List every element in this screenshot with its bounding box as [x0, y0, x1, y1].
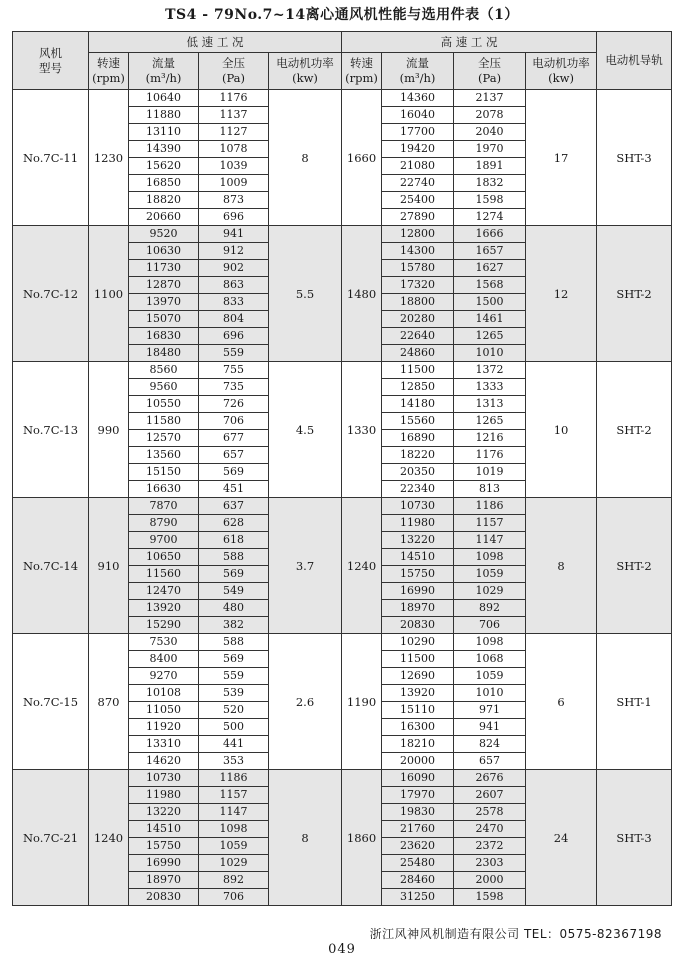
- high-flow-cell: 19830: [382, 804, 454, 821]
- high-flow-cell: 20350: [382, 464, 454, 481]
- low-flow-cell: 10630: [129, 243, 199, 260]
- high-flow-cell: 20280: [382, 311, 454, 328]
- low-pressure-cell: 1098: [199, 821, 269, 838]
- low-rpm-cell: 870: [89, 634, 129, 770]
- high-flow-cell: 21080: [382, 158, 454, 175]
- high-rpm-cell: 1330: [342, 362, 382, 498]
- high-flow-cell: 16040: [382, 107, 454, 124]
- high-pressure-cell: 1274: [454, 209, 526, 226]
- low-pressure-cell: 569: [199, 651, 269, 668]
- high-pressure-cell: 1098: [454, 549, 526, 566]
- low-flow-cell: 11730: [129, 260, 199, 277]
- fan-group-0: [13, 90, 672, 226]
- low-flow-cell: 16630: [129, 481, 199, 498]
- motor-rail-cell: SHT-2: [597, 226, 672, 362]
- high-pressure-cell: 971: [454, 702, 526, 719]
- low-flow-cell: 15070: [129, 311, 199, 328]
- low-flow-cell: 18970: [129, 872, 199, 889]
- low-flow-cell: 12470: [129, 583, 199, 600]
- high-flow-cell: 18220: [382, 447, 454, 464]
- high-pressure-cell: 1029: [454, 583, 526, 600]
- high-power-cell: 17: [526, 90, 597, 226]
- low-pressure-cell: 912: [199, 243, 269, 260]
- high-pressure-cell: 1657: [454, 243, 526, 260]
- low-pressure-cell: 1059: [199, 838, 269, 855]
- high-pressure-cell: 2578: [454, 804, 526, 821]
- header-low-pressure-unit: (Pa): [221, 71, 246, 85]
- header-model: [13, 32, 89, 90]
- low-pressure-cell: 706: [199, 413, 269, 430]
- header-model-line2: 型号: [39, 60, 62, 75]
- high-flow-cell: 20830: [382, 617, 454, 634]
- low-flow-cell: 14390: [129, 141, 199, 158]
- high-flow-cell: 15750: [382, 566, 454, 583]
- low-rpm-cell: 1230: [89, 90, 129, 226]
- table-row: [13, 770, 672, 787]
- low-flow-cell: 9270: [129, 668, 199, 685]
- motor-rail-cell: SHT-1: [597, 634, 672, 770]
- low-rpm-cell: 910: [89, 498, 129, 634]
- header-high-flow-label: 流量: [406, 56, 430, 70]
- high-flow-cell: 16090: [382, 770, 454, 787]
- low-pressure-cell: 892: [199, 872, 269, 889]
- low-pressure-cell: 863: [199, 277, 269, 294]
- header-low-rpm: [89, 53, 129, 90]
- low-flow-cell: 15750: [129, 838, 199, 855]
- low-flow-cell: 8400: [129, 651, 199, 668]
- low-flow-cell: 11920: [129, 719, 199, 736]
- fan-model-cell: No.7C-14: [13, 498, 89, 634]
- low-flow-cell: 10550: [129, 396, 199, 413]
- high-pressure-cell: 1059: [454, 566, 526, 583]
- header-low-rpm-label: 转速: [97, 56, 120, 70]
- high-flow-cell: 24860: [382, 345, 454, 362]
- high-flow-cell: 25480: [382, 855, 454, 872]
- high-rpm-cell: 1860: [342, 770, 382, 906]
- high-pressure-cell: 1598: [454, 889, 526, 906]
- low-pressure-cell: 539: [199, 685, 269, 702]
- low-pressure-cell: 1009: [199, 175, 269, 192]
- high-pressure-cell: 2000: [454, 872, 526, 889]
- high-pressure-cell: 1666: [454, 226, 526, 243]
- low-pressure-cell: 520: [199, 702, 269, 719]
- high-flow-cell: 22340: [382, 481, 454, 498]
- high-flow-cell: 16990: [382, 583, 454, 600]
- high-flow-cell: 14510: [382, 549, 454, 566]
- high-power-cell: 10: [526, 362, 597, 498]
- high-flow-cell: 18210: [382, 736, 454, 753]
- high-pressure-cell: 1313: [454, 396, 526, 413]
- fan-group-5: [13, 770, 672, 906]
- fan-model-cell: No.7C-15: [13, 634, 89, 770]
- low-pressure-cell: 382: [199, 617, 269, 634]
- high-pressure-cell: 1568: [454, 277, 526, 294]
- high-flow-cell: 22640: [382, 328, 454, 345]
- high-pressure-cell: 1216: [454, 430, 526, 447]
- low-pressure-cell: 902: [199, 260, 269, 277]
- low-pressure-cell: 657: [199, 447, 269, 464]
- low-rpm-cell: 1240: [89, 770, 129, 906]
- low-pressure-cell: 706: [199, 889, 269, 906]
- low-pressure-cell: 941: [199, 226, 269, 243]
- low-pressure-cell: 726: [199, 396, 269, 413]
- fan-model-cell: No.7C-21: [13, 770, 89, 906]
- high-flow-cell: 17970: [382, 787, 454, 804]
- low-flow-cell: 20830: [129, 889, 199, 906]
- high-pressure-cell: 657: [454, 753, 526, 770]
- low-flow-cell: 15290: [129, 617, 199, 634]
- low-pressure-cell: 559: [199, 668, 269, 685]
- low-pressure-cell: 1029: [199, 855, 269, 872]
- low-flow-cell: 16990: [129, 855, 199, 872]
- low-power-cell: 3.7: [269, 498, 342, 634]
- motor-rail-cell: SHT-3: [597, 90, 672, 226]
- low-flow-cell: 13220: [129, 804, 199, 821]
- high-flow-cell: 15110: [382, 702, 454, 719]
- high-flow-cell: 20000: [382, 753, 454, 770]
- low-flow-cell: 11560: [129, 566, 199, 583]
- motor-rail-cell: SHT-2: [597, 362, 672, 498]
- high-pressure-cell: 1500: [454, 294, 526, 311]
- low-pressure-cell: 441: [199, 736, 269, 753]
- high-flow-cell: 12690: [382, 668, 454, 685]
- header-high-pressure-label: 全压: [478, 56, 502, 70]
- low-flow-cell: 13970: [129, 294, 199, 311]
- low-flow-cell: 11880: [129, 107, 199, 124]
- low-flow-cell: 14620: [129, 753, 199, 770]
- table-row: [13, 634, 672, 651]
- high-pressure-cell: 1010: [454, 345, 526, 362]
- high-flow-cell: 11980: [382, 515, 454, 532]
- low-flow-cell: 10730: [129, 770, 199, 787]
- header-high-speed: 高 速 工 况: [342, 32, 597, 53]
- low-power-cell: 5.5: [269, 226, 342, 362]
- low-pressure-cell: 1127: [199, 124, 269, 141]
- high-pressure-cell: 2078: [454, 107, 526, 124]
- low-flow-cell: 16830: [129, 328, 199, 345]
- fan-group-3: [13, 498, 672, 634]
- low-pressure-cell: 628: [199, 515, 269, 532]
- header-low-power-unit: (kw): [292, 71, 318, 85]
- low-flow-cell: 10640: [129, 90, 199, 107]
- low-flow-cell: 10650: [129, 549, 199, 566]
- low-flow-cell: 13110: [129, 124, 199, 141]
- high-pressure-cell: 2470: [454, 821, 526, 838]
- low-pressure-cell: 1137: [199, 107, 269, 124]
- low-pressure-cell: 451: [199, 481, 269, 498]
- header-high-flow-unit: (m³/h): [399, 71, 436, 85]
- high-pressure-cell: 2040: [454, 124, 526, 141]
- header-low-rpm-unit: (rpm): [92, 71, 125, 85]
- low-flow-cell: 20660: [129, 209, 199, 226]
- high-pressure-cell: 2303: [454, 855, 526, 872]
- fan-group-4: [13, 634, 672, 770]
- high-pressure-cell: 1010: [454, 685, 526, 702]
- table-row: [13, 90, 672, 107]
- high-pressure-cell: 1059: [454, 668, 526, 685]
- high-pressure-cell: 1970: [454, 141, 526, 158]
- high-pressure-cell: 824: [454, 736, 526, 753]
- high-pressure-cell: 1147: [454, 532, 526, 549]
- low-flow-cell: 8790: [129, 515, 199, 532]
- low-flow-cell: 9520: [129, 226, 199, 243]
- fan-performance-table: [12, 31, 672, 906]
- high-pressure-cell: 892: [454, 600, 526, 617]
- low-flow-cell: 11580: [129, 413, 199, 430]
- high-flow-cell: 12850: [382, 379, 454, 396]
- table-row: [13, 362, 672, 379]
- high-pressure-cell: 1891: [454, 158, 526, 175]
- high-pressure-cell: 2137: [454, 90, 526, 107]
- high-flow-cell: 14360: [382, 90, 454, 107]
- header-high-pressure: [454, 53, 526, 90]
- high-flow-cell: 10290: [382, 634, 454, 651]
- high-flow-cell: 28460: [382, 872, 454, 889]
- low-flow-cell: 12570: [129, 430, 199, 447]
- low-flow-cell: 13920: [129, 600, 199, 617]
- low-flow-cell: 8560: [129, 362, 199, 379]
- low-pressure-cell: 588: [199, 634, 269, 651]
- company-footer: 浙江风神风机制造有限公司 TEL：0575-82367198: [369, 927, 662, 941]
- low-flow-cell: 12870: [129, 277, 199, 294]
- header-high-rpm-unit: (rpm): [345, 71, 378, 85]
- high-pressure-cell: 706: [454, 617, 526, 634]
- low-pressure-cell: 1039: [199, 158, 269, 175]
- low-flow-cell: 13560: [129, 447, 199, 464]
- low-power-cell: 4.5: [269, 362, 342, 498]
- high-flow-cell: 27890: [382, 209, 454, 226]
- header-low-flow-label: 流量: [152, 56, 175, 70]
- fan-model-cell: No.7C-13: [13, 362, 89, 498]
- header-low-power-label: 电动机功率: [276, 56, 334, 70]
- high-flow-cell: 18800: [382, 294, 454, 311]
- high-flow-cell: 23620: [382, 838, 454, 855]
- high-power-cell: 6: [526, 634, 597, 770]
- low-flow-cell: 7530: [129, 634, 199, 651]
- high-flow-cell: 15560: [382, 413, 454, 430]
- high-flow-cell: 10730: [382, 498, 454, 515]
- fan-model-cell: No.7C-12: [13, 226, 89, 362]
- high-pressure-cell: 1068: [454, 651, 526, 668]
- high-flow-cell: 11500: [382, 362, 454, 379]
- header-low-pressure: [199, 53, 269, 90]
- high-rpm-cell: 1240: [342, 498, 382, 634]
- high-pressure-cell: 1627: [454, 260, 526, 277]
- high-pressure-cell: 1372: [454, 362, 526, 379]
- high-pressure-cell: 1019: [454, 464, 526, 481]
- high-pressure-cell: 1186: [454, 498, 526, 515]
- header-rail: 电动机导轨: [597, 32, 672, 90]
- low-flow-cell: 18820: [129, 192, 199, 209]
- low-pressure-cell: 637: [199, 498, 269, 515]
- header-low-flow-unit: (m³/h): [145, 71, 182, 85]
- low-pressure-cell: 677: [199, 430, 269, 447]
- high-flow-cell: 16300: [382, 719, 454, 736]
- high-rpm-cell: 1660: [342, 90, 382, 226]
- high-pressure-cell: 1461: [454, 311, 526, 328]
- low-pressure-cell: 480: [199, 600, 269, 617]
- high-flow-cell: 18970: [382, 600, 454, 617]
- table-header: [13, 32, 672, 90]
- high-pressure-cell: 2372: [454, 838, 526, 855]
- header-low-pressure-label: 全压: [222, 56, 245, 70]
- low-pressure-cell: 588: [199, 549, 269, 566]
- high-pressure-cell: 1265: [454, 328, 526, 345]
- low-pressure-cell: 559: [199, 345, 269, 362]
- low-flow-cell: 13310: [129, 736, 199, 753]
- high-pressure-cell: 1333: [454, 379, 526, 396]
- header-high-rpm: [342, 53, 382, 90]
- low-pressure-cell: 735: [199, 379, 269, 396]
- header-high-power: [526, 53, 597, 90]
- header-low-power: [269, 53, 342, 90]
- low-flow-cell: 9700: [129, 532, 199, 549]
- high-flow-cell: 11500: [382, 651, 454, 668]
- high-flow-cell: 21760: [382, 821, 454, 838]
- low-pressure-cell: 755: [199, 362, 269, 379]
- low-pressure-cell: 1176: [199, 90, 269, 107]
- motor-rail-cell: SHT-2: [597, 498, 672, 634]
- motor-rail-cell: SHT-3: [597, 770, 672, 906]
- fan-group-1: [13, 226, 672, 362]
- high-flow-cell: 25400: [382, 192, 454, 209]
- page-number: 049: [328, 942, 356, 957]
- low-rpm-cell: 990: [89, 362, 129, 498]
- high-flow-cell: 12800: [382, 226, 454, 243]
- high-pressure-cell: 941: [454, 719, 526, 736]
- low-flow-cell: 15620: [129, 158, 199, 175]
- low-pressure-cell: 696: [199, 328, 269, 345]
- low-flow-cell: 11980: [129, 787, 199, 804]
- low-flow-cell: 7870: [129, 498, 199, 515]
- high-flow-cell: 13920: [382, 685, 454, 702]
- high-pressure-cell: 1176: [454, 447, 526, 464]
- fan-model-cell: No.7C-11: [13, 90, 89, 226]
- high-flow-cell: 17320: [382, 277, 454, 294]
- high-flow-cell: 15780: [382, 260, 454, 277]
- high-flow-cell: 19420: [382, 141, 454, 158]
- table-row: [13, 498, 672, 515]
- header-model-line1: 风机: [39, 45, 62, 60]
- high-pressure-cell: 1832: [454, 175, 526, 192]
- low-pressure-cell: 696: [199, 209, 269, 226]
- low-flow-cell: 9560: [129, 379, 199, 396]
- high-flow-cell: 14180: [382, 396, 454, 413]
- low-pressure-cell: 569: [199, 464, 269, 481]
- high-flow-cell: 16890: [382, 430, 454, 447]
- header-high-power-label: 电动机功率: [532, 56, 590, 70]
- high-pressure-cell: 1098: [454, 634, 526, 651]
- header-high-rpm-label: 转速: [350, 56, 374, 70]
- header-low-flow: [129, 53, 199, 90]
- table-row: [13, 226, 672, 243]
- high-flow-cell: 14300: [382, 243, 454, 260]
- low-pressure-cell: 833: [199, 294, 269, 311]
- high-rpm-cell: 1480: [342, 226, 382, 362]
- low-power-cell: 2.6: [269, 634, 342, 770]
- low-pressure-cell: 549: [199, 583, 269, 600]
- low-pressure-cell: 873: [199, 192, 269, 209]
- low-flow-cell: 11050: [129, 702, 199, 719]
- low-flow-cell: 16850: [129, 175, 199, 192]
- low-pressure-cell: 1078: [199, 141, 269, 158]
- low-power-cell: 8: [269, 90, 342, 226]
- header-high-flow: [382, 53, 454, 90]
- low-pressure-cell: 618: [199, 532, 269, 549]
- low-pressure-cell: 1186: [199, 770, 269, 787]
- header-high-power-unit: (kw): [548, 71, 574, 85]
- high-pressure-cell: 1598: [454, 192, 526, 209]
- high-pressure-cell: 813: [454, 481, 526, 498]
- low-flow-cell: 14510: [129, 821, 199, 838]
- low-flow-cell: 15150: [129, 464, 199, 481]
- high-power-cell: 8: [526, 498, 597, 634]
- high-flow-cell: 17700: [382, 124, 454, 141]
- low-rpm-cell: 1100: [89, 226, 129, 362]
- high-power-cell: 24: [526, 770, 597, 906]
- high-pressure-cell: 2676: [454, 770, 526, 787]
- high-flow-cell: 13220: [382, 532, 454, 549]
- high-pressure-cell: 2607: [454, 787, 526, 804]
- header-high-pressure-unit: (Pa): [478, 71, 502, 85]
- low-pressure-cell: 1147: [199, 804, 269, 821]
- low-flow-cell: 10108: [129, 685, 199, 702]
- page-title: TS4 - 79No.7~14离心通风机性能与选用件表（1）: [165, 7, 519, 23]
- low-pressure-cell: 500: [199, 719, 269, 736]
- low-power-cell: 8: [269, 770, 342, 906]
- high-rpm-cell: 1190: [342, 634, 382, 770]
- low-pressure-cell: 569: [199, 566, 269, 583]
- high-pressure-cell: 1265: [454, 413, 526, 430]
- fan-group-2: [13, 362, 672, 498]
- low-pressure-cell: 804: [199, 311, 269, 328]
- high-flow-cell: 22740: [382, 175, 454, 192]
- high-pressure-cell: 1157: [454, 515, 526, 532]
- high-power-cell: 12: [526, 226, 597, 362]
- low-flow-cell: 18480: [129, 345, 199, 362]
- high-flow-cell: 31250: [382, 889, 454, 906]
- low-pressure-cell: 353: [199, 753, 269, 770]
- low-pressure-cell: 1157: [199, 787, 269, 804]
- header-low-speed: 低 速 工 况: [89, 32, 342, 53]
